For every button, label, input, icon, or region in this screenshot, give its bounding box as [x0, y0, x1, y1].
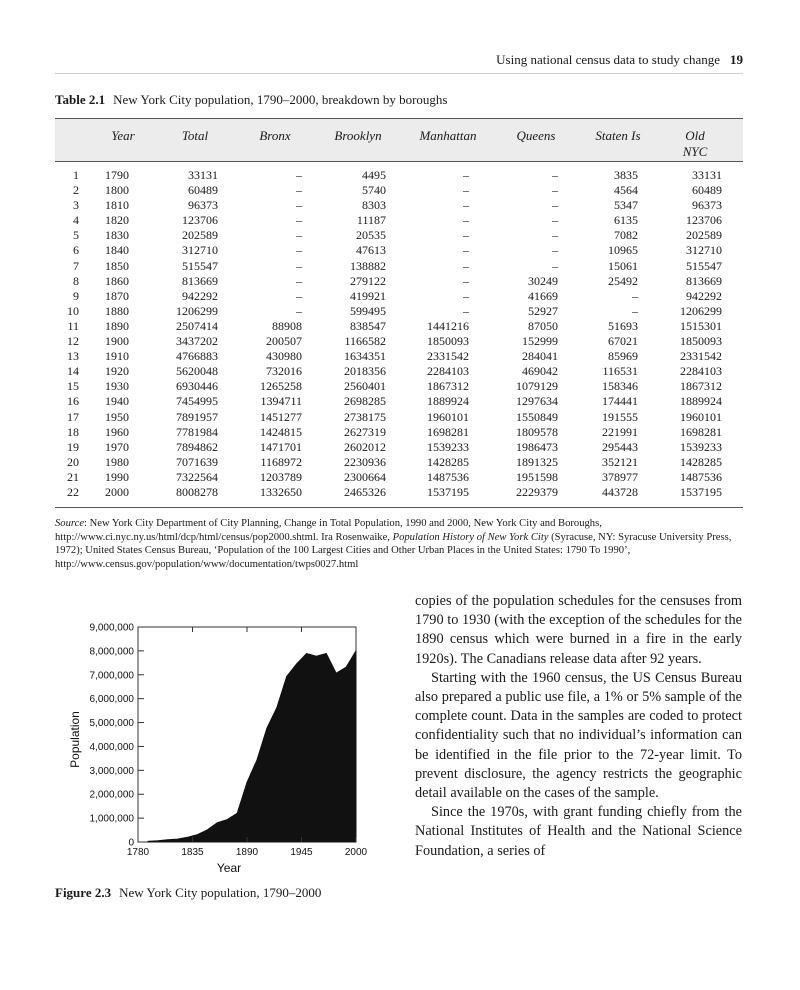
- table-cell: 2465326: [344, 484, 386, 499]
- table-row: [55, 455, 743, 470]
- table-cell: 138882: [350, 258, 386, 273]
- table-cell: 2627319: [344, 424, 386, 439]
- table-row: [55, 440, 743, 455]
- table-row: [55, 274, 743, 289]
- table-cell: 60489: [692, 183, 722, 198]
- table-cell: 279122: [350, 273, 386, 288]
- table-cell: 11: [67, 318, 79, 333]
- source-label: Source: [55, 518, 85, 529]
- table-cell: 599495: [350, 303, 386, 318]
- table-cell: 2331542: [680, 349, 722, 364]
- table-cell: 10: [67, 303, 79, 318]
- table-cell: 3: [73, 198, 79, 213]
- table-row: [55, 319, 743, 334]
- table-cell: –: [296, 183, 302, 198]
- table-cell: 4: [73, 213, 79, 228]
- table-cell: 30249: [528, 273, 558, 288]
- source-text-1: : New York City Department of City Planning, Change in Total Population, 1990 and 2000, New York City and Boroughs, http://www.ci.nyc.ny.us/html/dcp/html/census/pop2000.shtml. Ira Rosenwaike,: [55, 518, 602, 543]
- table-cell: 312710: [686, 243, 722, 258]
- table-cell: 2331542: [427, 349, 469, 364]
- table-cell: 33131: [692, 168, 722, 182]
- table-cell: 1810: [105, 198, 129, 213]
- table-cell: 1830: [105, 228, 129, 243]
- table-cell: 7891957: [176, 409, 218, 424]
- y-tick-label: 8,000,000: [89, 646, 134, 658]
- table-cell: 1206299: [176, 303, 218, 318]
- table-cell: 7894862: [176, 439, 218, 454]
- table-cell: 515547: [182, 258, 218, 273]
- table-row: [55, 304, 743, 319]
- table-cell: 2507414: [176, 318, 218, 333]
- body-paragraph-2: Starting with the 1960 census, the US Census Bureau also prepared a public use file, a 1% or 5% sample of the complete count. Data in the samples are coded to protect confidentiality such that no individual’s information can be identified in the file prior to the 72-year limit. To prevent disclosure, the agency restricts the geographic detail available on the cases of the sample.: [415, 669, 742, 802]
- table-cell: 1428285: [427, 454, 469, 469]
- table-cell: –: [463, 273, 469, 288]
- table-cell: 1940: [105, 394, 129, 409]
- x-tick-label: 1835: [181, 847, 204, 858]
- table-cell: 430980: [266, 349, 302, 364]
- table-cell: 158346: [602, 379, 638, 394]
- table-cell: –: [552, 168, 558, 182]
- table-cell: 7454995: [176, 394, 218, 409]
- table-cell: –: [463, 243, 469, 258]
- table-cell: 1889924: [427, 394, 469, 409]
- table-cell: 8008278: [176, 484, 218, 499]
- table-cell: 2230936: [344, 454, 386, 469]
- table-cell: –: [296, 198, 302, 213]
- table-row: [55, 410, 743, 425]
- table-cell: 1265258: [260, 379, 302, 394]
- table-cell: 85969: [608, 349, 638, 364]
- table-cell: 1539233: [427, 439, 469, 454]
- page-number: 19: [730, 52, 743, 67]
- table-cell: 1800: [105, 183, 129, 198]
- table-cell: –: [552, 213, 558, 228]
- table-cell: 1910: [105, 349, 129, 364]
- table-bottom-rule: [55, 507, 743, 508]
- table-cell: 1890: [105, 318, 129, 333]
- table-cell: –: [463, 303, 469, 318]
- table-cell: 15: [67, 379, 79, 394]
- table-cell: 19: [67, 439, 79, 454]
- table-cell: –: [463, 198, 469, 213]
- table-cell: 51693: [608, 318, 638, 333]
- table-cell: 9: [73, 288, 79, 303]
- table-cell: 1487536: [680, 469, 722, 484]
- table-cell: 1441216: [427, 318, 469, 333]
- table-cell: 3835: [614, 168, 638, 182]
- table-cell: 25492: [608, 273, 638, 288]
- table-cell: 2300664: [344, 469, 386, 484]
- table-cell: 5740: [362, 183, 386, 198]
- table-row: [55, 349, 743, 364]
- body-text: [415, 592, 742, 861]
- running-head-rule: [55, 73, 743, 74]
- table-cell: –: [463, 228, 469, 243]
- body-paragraph-1: copies of the population schedules for the censuses from 1790 to 1930 (with the exception of the schedules for the 1890 census which were burned in a fire in the early 1920s). The Canadians release data after 92 years.: [415, 593, 742, 667]
- table-row: [55, 394, 743, 409]
- figure-label: Figure 2.3: [55, 885, 112, 900]
- running-head-title: Using national census data to study change: [496, 52, 720, 67]
- table-cell: –: [296, 273, 302, 288]
- table-cell: 202589: [686, 228, 722, 243]
- table-cell: 2018356: [344, 364, 386, 379]
- table-cell: –: [296, 243, 302, 258]
- table-cell: 1: [73, 168, 79, 182]
- table-cell: 17: [67, 409, 79, 424]
- table-cell: 33131: [188, 168, 218, 182]
- table-cell: 1537195: [427, 484, 469, 499]
- table-cell: 1880: [105, 303, 129, 318]
- table-cell: 1451277: [260, 409, 302, 424]
- table-caption: [55, 92, 447, 108]
- table-cell: 200507: [266, 334, 302, 349]
- y-tick-label: 0: [128, 837, 134, 849]
- table-cell: 4766883: [176, 349, 218, 364]
- table-cell: 1206299: [680, 303, 722, 318]
- table-cell: 838547: [350, 318, 386, 333]
- table-cell: 1960: [105, 424, 129, 439]
- table-cell: 96373: [692, 198, 722, 213]
- y-tick-label: 2,000,000: [89, 789, 134, 801]
- table-cell: 2560401: [344, 379, 386, 394]
- table-cell: 1820: [105, 213, 129, 228]
- figure-caption-text: New York City population, 1790–2000: [119, 885, 322, 900]
- table-cell: 942292: [686, 288, 722, 303]
- table-cell: 378977: [602, 469, 638, 484]
- table-body: [55, 168, 743, 500]
- table-cell: 22: [67, 484, 79, 499]
- col-header-queens: Queens: [516, 128, 556, 143]
- table-cell: 1850093: [680, 334, 722, 349]
- table-cell: –: [463, 168, 469, 182]
- y-tick-label: 5,000,000: [89, 718, 134, 730]
- table-cell: 8303: [362, 198, 386, 213]
- y-tick-label: 3,000,000: [89, 765, 134, 777]
- table-cell: 5347: [614, 198, 638, 213]
- source-book-title: Population History of New York City: [392, 531, 549, 543]
- table-cell: 2229379: [516, 484, 558, 499]
- col-header-total: Total: [181, 128, 209, 143]
- y-axis-title: Population: [68, 711, 82, 768]
- table-cell: 7781984: [176, 424, 218, 439]
- table-row: [55, 168, 743, 183]
- table-header: [55, 118, 743, 162]
- table-row: [55, 228, 743, 243]
- table-cell: –: [296, 213, 302, 228]
- x-tick-label: 1890: [235, 847, 259, 858]
- table-cell: –: [296, 288, 302, 303]
- table-cell: –: [296, 228, 302, 243]
- table-cell: –: [463, 288, 469, 303]
- table-cell: 1840: [105, 243, 129, 258]
- table-cell: 221991: [602, 424, 638, 439]
- population-area: [148, 651, 356, 842]
- table-cell: 3437202: [176, 334, 218, 349]
- table-row: [55, 379, 743, 394]
- source-note: [55, 517, 743, 571]
- table-cell: 1960101: [680, 409, 722, 424]
- table-cell: 6135: [614, 213, 638, 228]
- table-row: [55, 198, 743, 213]
- source-text-2: (Syracuse, NY: Syracuse University Press, 1972); United States Census Bureau, ‘Population of the 100 Largest Cities and Other Urban Places in the United States: 1790 To 1990’, http://www.census.gov/population/www/documentation/twps0027.html: [55, 531, 732, 570]
- table-cell: 47613: [356, 243, 386, 258]
- table-cell: 116531: [602, 364, 638, 379]
- table-cell: –: [296, 258, 302, 273]
- col-header-brooklyn: Brooklyn: [334, 128, 382, 143]
- col-header-old-nyc: [665, 128, 725, 160]
- table-cell: 11187: [356, 213, 386, 228]
- table-cell: 2000: [105, 484, 129, 499]
- table-cell: –: [463, 183, 469, 198]
- table-row: [55, 183, 743, 198]
- table-cell: 18: [67, 424, 79, 439]
- table-cell: 123706: [182, 213, 218, 228]
- table-cell: 942292: [182, 288, 218, 303]
- table-cell: –: [552, 228, 558, 243]
- table-cell: –: [463, 258, 469, 273]
- table-cell: 1860: [105, 273, 129, 288]
- table-cell: 5620048: [176, 364, 218, 379]
- table-cell: 6930446: [176, 379, 218, 394]
- table-row: [55, 470, 743, 485]
- table-cell: 1980: [105, 454, 129, 469]
- table-cell: 5: [73, 228, 79, 243]
- table-cell: –: [552, 198, 558, 213]
- table-title: New York City population, 1790–2000, breakdown by boroughs: [113, 92, 448, 107]
- table-cell: 8: [73, 273, 79, 288]
- col-header-old: Old: [685, 128, 705, 143]
- table-row: [55, 259, 743, 274]
- table-cell: 123706: [686, 213, 722, 228]
- table-cell: 1394711: [260, 394, 302, 409]
- x-axis-title: Year: [216, 861, 242, 875]
- table-row: [55, 425, 743, 440]
- table-cell: 515547: [686, 258, 722, 273]
- table-cell: 4564: [614, 183, 638, 198]
- table-cell: 191555: [602, 409, 638, 424]
- y-tick-label: 4,000,000: [89, 741, 134, 753]
- table-cell: 1930: [105, 379, 129, 394]
- table-cell: 419921: [350, 288, 386, 303]
- table-cell: 284041: [522, 349, 558, 364]
- body-paragraph-3: Since the 1970s, with grant funding chiefly from the National Institutes of Health and the National Science Foundation, a series of: [415, 804, 742, 859]
- table-cell: –: [463, 213, 469, 228]
- table-row: [55, 364, 743, 379]
- table-cell: 1332650: [260, 484, 302, 499]
- y-tick-label: 1,000,000: [89, 813, 134, 825]
- table-cell: 1990: [105, 469, 129, 484]
- table-cell: 2602012: [344, 439, 386, 454]
- table-cell: 1537195: [680, 484, 722, 499]
- table-cell: 1920: [105, 364, 129, 379]
- table-cell: 12: [67, 334, 79, 349]
- table-cell: –: [296, 168, 302, 182]
- col-header-staten-is: Staten Is: [595, 128, 641, 143]
- x-tick-label: 1780: [126, 847, 150, 858]
- table-cell: 813669: [182, 273, 218, 288]
- table-cell: 152999: [522, 334, 558, 349]
- table-cell: 1428285: [680, 454, 722, 469]
- table-cell: 1079129: [516, 379, 558, 394]
- col-header-manhattan: Manhattan: [419, 128, 477, 143]
- table-cell: 1986473: [516, 439, 558, 454]
- table-cell: 2284103: [427, 364, 469, 379]
- table-cell: 1951598: [516, 469, 558, 484]
- table-cell: 1867312: [427, 379, 469, 394]
- col-header-bronx: Bronx: [259, 128, 291, 143]
- table-cell: 67021: [608, 334, 638, 349]
- table-cell: –: [552, 243, 558, 258]
- table-cell: 1515301: [680, 318, 722, 333]
- table-cell: –: [552, 258, 558, 273]
- col-header-nyc: NYC: [682, 144, 708, 159]
- x-tick-label: 2000: [344, 847, 368, 858]
- table-cell: 1790: [105, 168, 129, 182]
- table-cell: 88908: [272, 318, 302, 333]
- table-cell: 174441: [602, 394, 638, 409]
- figure-caption: [55, 885, 321, 901]
- population-area-chart: [55, 610, 385, 880]
- table-cell: 2738175: [344, 409, 386, 424]
- table-cell: 16: [67, 394, 79, 409]
- table-cell: 1950: [105, 409, 129, 424]
- table-cell: 1203789: [260, 469, 302, 484]
- table-cell: 52927: [528, 303, 558, 318]
- table-cell: 21: [67, 469, 79, 484]
- table-cell: 813669: [686, 273, 722, 288]
- table-cell: 1471701: [260, 439, 302, 454]
- table-cell: 469042: [522, 364, 558, 379]
- table-cell: 2698285: [344, 394, 386, 409]
- table-cell: 1539233: [680, 439, 722, 454]
- y-tick-label: 7,000,000: [89, 670, 134, 682]
- table-cell: 732016: [266, 364, 302, 379]
- table-row: [55, 289, 743, 304]
- table-cell: 15061: [608, 258, 638, 273]
- table-cell: 2: [73, 183, 79, 198]
- table-cell: 1166582: [344, 334, 386, 349]
- table-cell: 1900: [105, 334, 129, 349]
- table-label: Table 2.1: [55, 92, 106, 107]
- table-cell: 1487536: [427, 469, 469, 484]
- col-header-year: Year: [111, 128, 135, 143]
- table-cell: 1550849: [516, 409, 558, 424]
- table-cell: 1850: [105, 258, 129, 273]
- table-cell: 1970: [105, 439, 129, 454]
- table-cell: 1870: [105, 288, 129, 303]
- table-cell: 1168972: [260, 454, 302, 469]
- table-cell: 7071639: [176, 454, 218, 469]
- table-cell: 7: [73, 258, 79, 273]
- table-cell: 96373: [188, 198, 218, 213]
- table-cell: 41669: [528, 288, 558, 303]
- table-cell: 60489: [188, 183, 218, 198]
- table-row: [55, 243, 743, 258]
- table-cell: 1698281: [427, 424, 469, 439]
- table-cell: 1297634: [516, 394, 558, 409]
- figure-population-chart: [55, 610, 385, 880]
- table-cell: 295443: [602, 439, 638, 454]
- y-tick-label: 9,000,000: [89, 622, 134, 634]
- table-cell: 7322564: [176, 469, 218, 484]
- table-cell: –: [552, 183, 558, 198]
- table-cell: 20535: [356, 228, 386, 243]
- table-cell: 14: [67, 364, 79, 379]
- table-cell: 1960101: [427, 409, 469, 424]
- table-cell: 10965: [608, 243, 638, 258]
- table-cell: 1891325: [516, 454, 558, 469]
- table-cell: 312710: [182, 243, 218, 258]
- table-cell: 7082: [614, 228, 638, 243]
- table-cell: 1889924: [680, 394, 722, 409]
- table-cell: 352121: [602, 454, 638, 469]
- table-cell: 20: [67, 454, 79, 469]
- table-row: [55, 213, 743, 228]
- y-tick-label: 6,000,000: [89, 694, 134, 706]
- table-cell: 6: [73, 243, 79, 258]
- x-tick-label: 1945: [290, 847, 313, 858]
- table-cell: 1809578: [516, 424, 558, 439]
- table-cell: 1698281: [680, 424, 722, 439]
- table-cell: 2284103: [680, 364, 722, 379]
- table-cell: 1867312: [680, 379, 722, 394]
- table-cell: 1634351: [344, 349, 386, 364]
- table-cell: 443728: [602, 484, 638, 499]
- table-cell: 202589: [182, 228, 218, 243]
- table-cell: –: [296, 303, 302, 318]
- table-cell: –: [632, 303, 638, 318]
- table-cell: –: [632, 288, 638, 303]
- table-cell: 4495: [362, 168, 386, 182]
- table-row: [55, 485, 743, 500]
- table-cell: 13: [67, 349, 79, 364]
- running-head: [55, 52, 743, 68]
- table-cell: 1850093: [427, 334, 469, 349]
- table-row: [55, 334, 743, 349]
- table-cell: 1424815: [260, 424, 302, 439]
- table-cell: 87050: [528, 318, 558, 333]
